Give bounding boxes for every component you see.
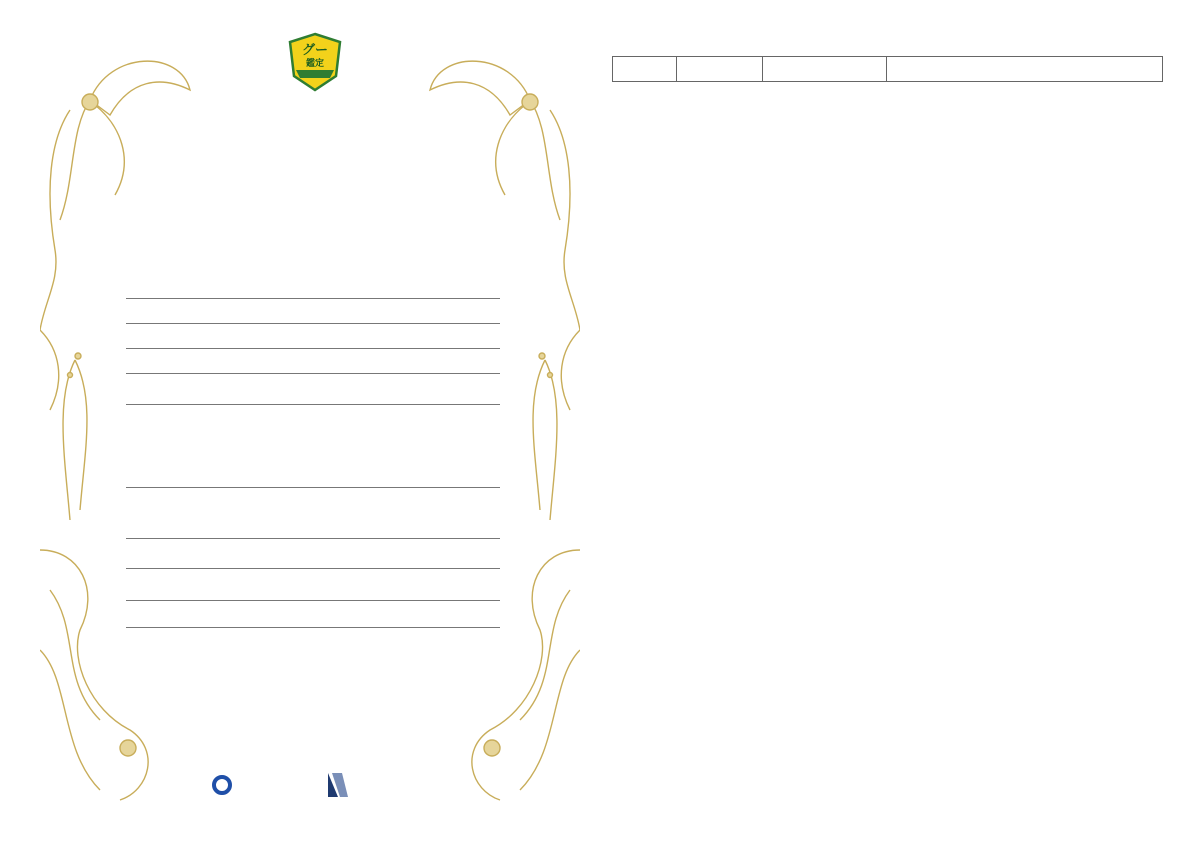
model-row xyxy=(126,272,500,299)
model-year-row xyxy=(126,324,500,349)
goo-kantei-logo xyxy=(288,32,342,94)
proto-jaaa-logo xyxy=(212,770,432,800)
brand-logos xyxy=(212,770,432,800)
svg-text:鑑定: 鑑定 xyxy=(305,59,325,69)
date-table xyxy=(612,56,1163,82)
date-inspection-value xyxy=(677,57,763,81)
date-row xyxy=(126,601,500,628)
svg-text:グー: グー xyxy=(301,43,329,58)
ornament-frame xyxy=(40,30,580,820)
engine-row xyxy=(126,569,500,601)
date-inspection-label xyxy=(613,57,677,81)
color-row xyxy=(126,299,500,324)
note-row xyxy=(126,374,500,405)
frame-row xyxy=(126,539,500,569)
interior-row xyxy=(126,488,500,539)
type-row xyxy=(126,349,500,374)
exterior-row xyxy=(126,433,500,488)
grading-certificate xyxy=(40,30,580,820)
